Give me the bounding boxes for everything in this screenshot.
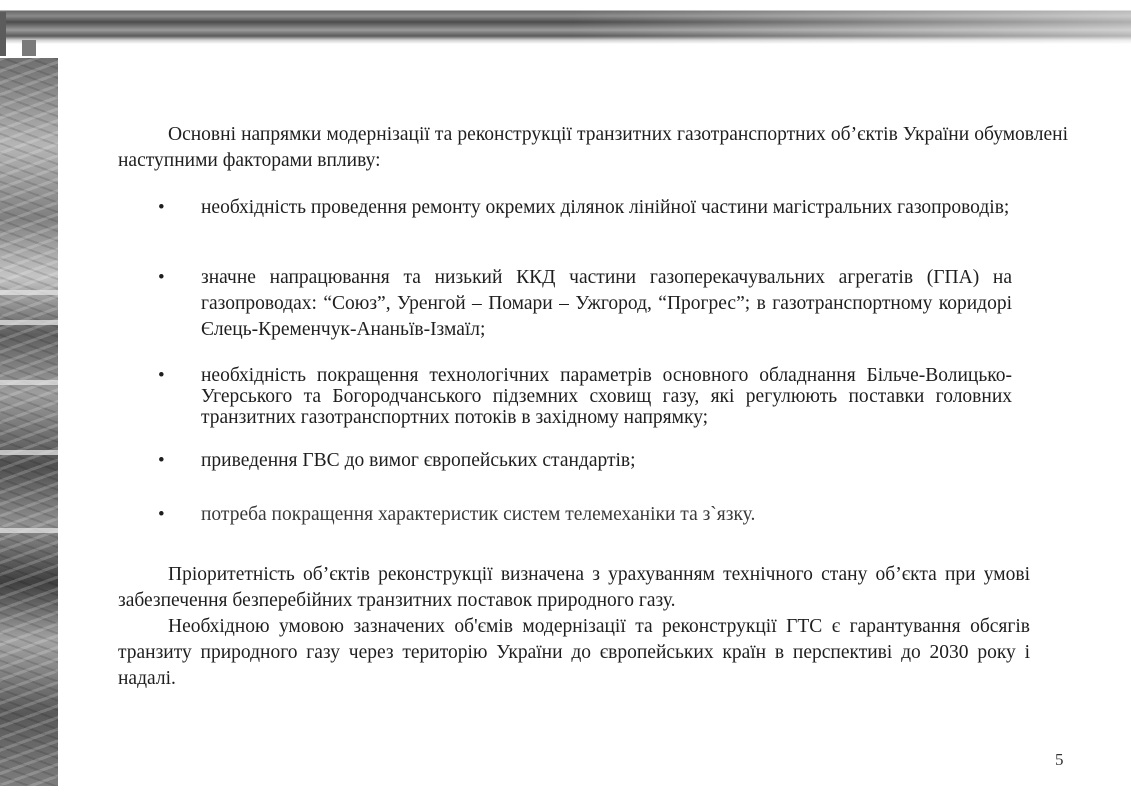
bullet-marker: • (158, 450, 165, 471)
intro-paragraph: Основні напрямки модернізації та реконструкції транзитних газотранспортних об’єктів України обумовлені наступними факторами впливу: (118, 124, 1068, 171)
condition-paragraph: Необхідною умовою зазначених об'ємів модернізації та реконструкції ГТС є гарантування обсягів транзиту природного газу через територію України до європейських країн в перспективі до 2030 року і надалі. (118, 616, 1030, 689)
priority-paragraph: Пріоритетність об’єктів реконструкції визначена з урахуванням технічного стану об’єкта при умові забезпечення безперебійних транзитних поставок природного газу. (118, 564, 1030, 611)
bullet-marker: • (158, 197, 165, 218)
list-item-text: необхідність покращення технологічних параметрів основного обладнання Більче-Волицько-Угерського та Богородчанського підземних сховищ газу, які регулюють поставки головних транзитних газотранспортних потоків в західному напрямку; (201, 365, 1012, 428)
list-item-text: значне напрацювання та низький ККД частини газоперекачувальних агрегатів (ГПА) на газопроводах: “Союз”, Уренгой – Помари – Ужгород, “Прогрес”; в газотранспортному коридорі Єлець-Кременчук-Ананьїв-Ізмаїл; (201, 267, 1012, 340)
bullet-marker: • (158, 267, 165, 288)
list-item-text: приведення ГВС до вимог європейських стандартів; (201, 450, 636, 471)
bullet-marker: • (158, 365, 165, 386)
bullet-marker: • (158, 504, 165, 525)
list-item-text: потреба покращення характеристик систем телемеханіки та з`язку. (201, 504, 756, 525)
page-number: 5 (1055, 750, 1064, 769)
list-item-text: необхідність проведення ремонту окремих ділянок лінійної частини магістральних газопроводів; (201, 197, 1010, 218)
